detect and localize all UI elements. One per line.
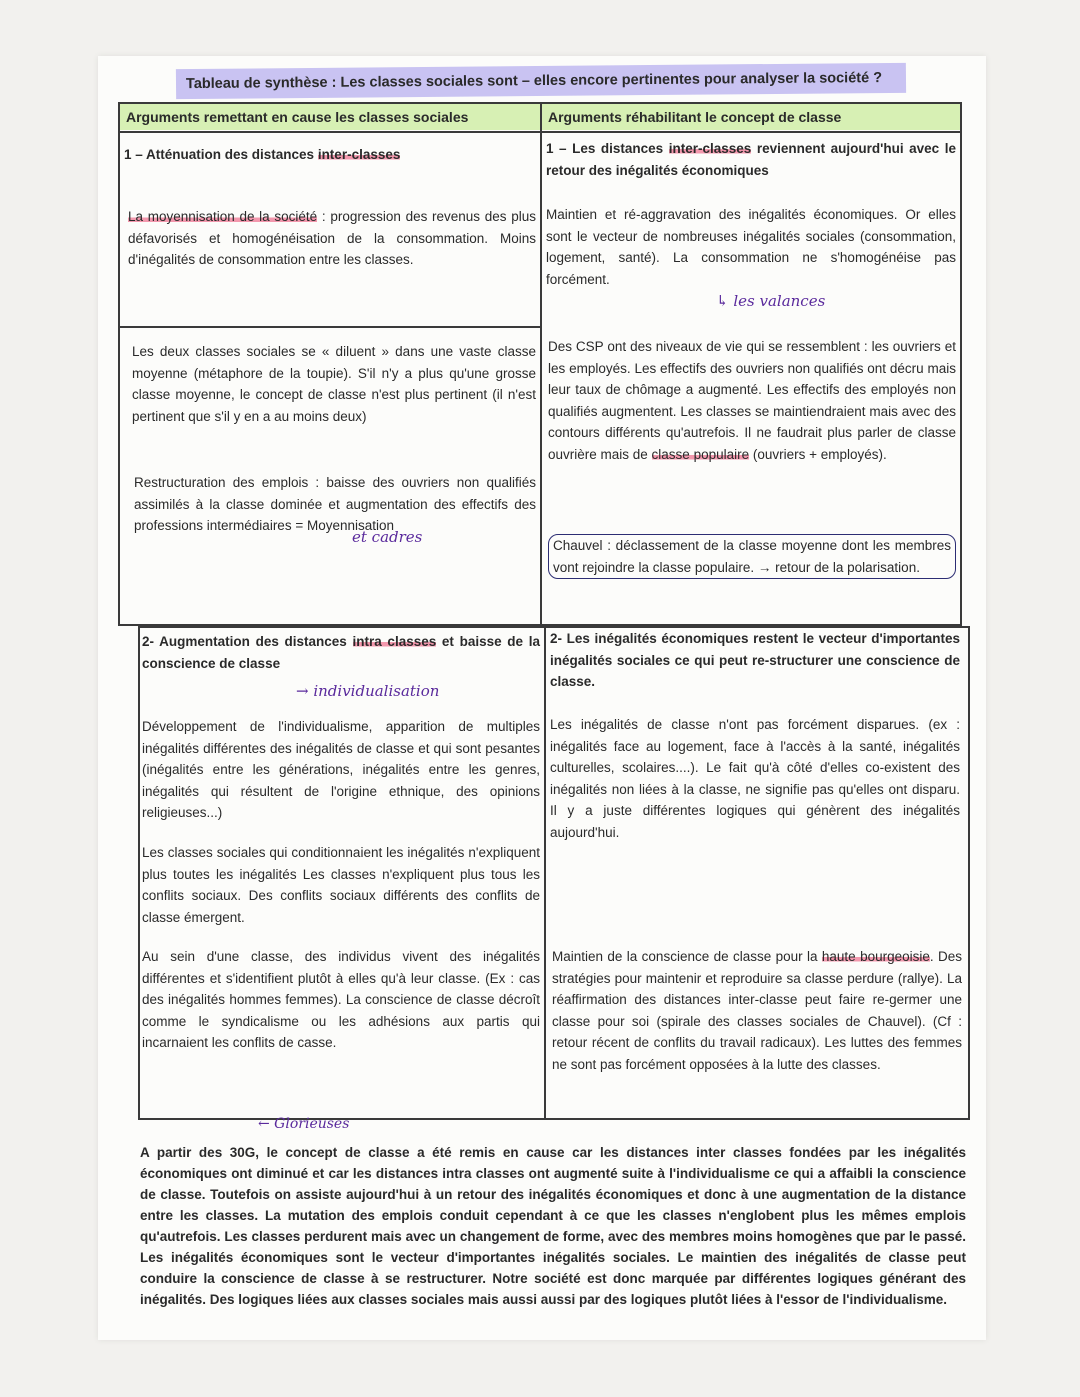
s1-left-p2: Les deux classes sociales se « diluent » dans une vaste classe moyenne (métaphore de la toupie). S'il n'y a plus qu'une grosse classe moyenne, le concept de classe n'est plus pertinent (il n'est pertinent que s'il y en a au moins deux) xyxy=(132,344,536,424)
s2-right-p1: Les inégalités de classe n'ont pas forcément disparues. (ex : inégalités face au logement, face à l'accès à la santé, inégalités culturelles, scolaires....). Le fait qu'à côté d'elles co-existent des inégalités non liées à la classe, ne signifie pas qu'elles ont disparu. Il y a juste différentes logiques qui génèrent des inégalités aujourd'hui. xyxy=(550,717,960,840)
s1-left-p1: La moyennisation de la société : progression des revenus des plus défavorisés et homogénéisation de la consommation. Moins d'inégalités de consommation entre les classes. xyxy=(128,209,536,267)
s1-right-p1: Maintien et ré-aggravation des inégalités économiques. Or elles sont le vecteur de nombreuses inégalités sociales (consommation, logement, santé). La consommation ne s'homogénéise pas forcément. xyxy=(546,207,956,287)
s1-left-p3: Restructuration des emplois : baisse des ouvriers non qualifiés assimilés à la classe dominée et augmentation des effectifs des professions intermédiaires = Moyennisation xyxy=(134,475,536,533)
s2-right-title: 2- Les inégalités économiques restent le vecteur d'importantes inégalités sociales ce qui peut re-structurer une conscience de classe. xyxy=(550,631,960,689)
conclusion-paragraph: A partir des 30G, le concept de classe a été remis en cause car les distances inter classes fondées par les inégalités économiques ont diminué et car les distances intra classes ont augmenté suite à l'individualisme ce qui a affaibli la conscience de classe. Toutefois on assiste aujourd'hui à un retour des inégalités économiques et donc à une augmentation de la distance entre les classes. La mutation des emplois conduit cependant à ce que les classes n'englobent plus les mêmes emplois qu'autrefois. Les classes perdurent mais avec un changement de forme, avec des membres moins homogènes que par le passé. Les inégalités économiques sont le vecteur d'importantes inégalités sociales. Le maintien des inégalités de classe peut conduire la conscience de classe à se restructurer. Notre société est donc marquée par différentes logiques générant des inégalités. Des logiques liées aux classes sociales mais aussi aussi par des logiques plutôt liées à l'essor de l'individualisme. xyxy=(140,1145,966,1307)
handwritten-valances: ↳ les valances xyxy=(716,292,826,310)
row-divider-1 xyxy=(120,326,540,328)
s2-right-p2: Maintien de la conscience de classe pour la haute bourgeoisie. Des stratégies pour maintenir et reproduire sa classe perdure (rallye). La réaffirmation des distances inter-classe peut faire re-germer une classe pour soi (spirale des classes sociales de Chauvel). (Cf : retour récent de conflits du travail radicaux). Les luttes des femmes ne sont pas forcément opposées à la lutte des classes. xyxy=(552,949,963,1072)
header-left: Arguments remettant en cause les classes sociales xyxy=(120,104,540,130)
s2-left-title: 2- Augmentation des distances intra classes et baisse de la conscience de classe xyxy=(142,634,540,671)
s2-left-p3: Au sein d'une classe, des individus vivent des inégalités différentes et s'identifient plutôt à elles qu'à leur classe. (Ex : cas des inégalités hommes femmes). La conscience de classe décroît comme le syndicalisme ou les adhésions aux partis qui incarnaient les conflits de casse. xyxy=(142,949,540,1050)
handwritten-individualisation: → individualisation xyxy=(296,682,440,700)
header-right: Arguments réhabilitant le concept de classe xyxy=(542,104,960,130)
s2-left-p2: Les classes sociales qui conditionnaient les inégalités n'expliquent plus toutes les inégalités Les classes n'expliquent plus tous les conflits sociaux. Des conflits sociaux différents des conflits de classe émergent. xyxy=(142,845,540,925)
s1-right-p3: Chauvel : déclassement de la classe moyenne dont les membres vont rejoindre la classe populaire. → retour de la polarisation. xyxy=(548,534,956,579)
handwritten-cadres: et cadres xyxy=(352,528,423,546)
page-title: Tableau de synthèse : Les classes sociales sont – elles encore pertinentes pour analyser la société ? xyxy=(176,63,906,99)
s2-left-p1: Développement de l'individualisme, apparition de multiples inégalités différentes des inégalités de classe et qui sont pesantes (inégalités entre les générations, inégalités entre les genres, inégalités qui résultent de l'origine ethnique, des opinions religieuses...) xyxy=(142,719,540,820)
s1-right-title: 1 – Les distances inter-classes reviennent aujourd'hui avec le retour des inégalités économiques xyxy=(546,141,956,178)
s1-left-title: 1 – Atténuation des distances inter-classes xyxy=(124,147,401,162)
column-divider-2 xyxy=(544,628,546,1118)
handwritten-glorieuses: ← Glorieuses xyxy=(258,1116,350,1132)
column-divider-1 xyxy=(540,104,542,624)
s1-right-p2: Des CSP ont des niveaux de vie qui se ressemblent : les ouvriers et les employés. Les effectifs des ouvriers non qualifiés ont décru mais leur taux de chômage a augmenté. Les effectifs des employés non qualifiés augmentent. Les classes se maintiendraient mais avec des contours différents qu'autrefois. Il ne faudrait plus parler de classe ouvrière mais de classe populaire (ouvriers + employés). xyxy=(548,339,956,462)
